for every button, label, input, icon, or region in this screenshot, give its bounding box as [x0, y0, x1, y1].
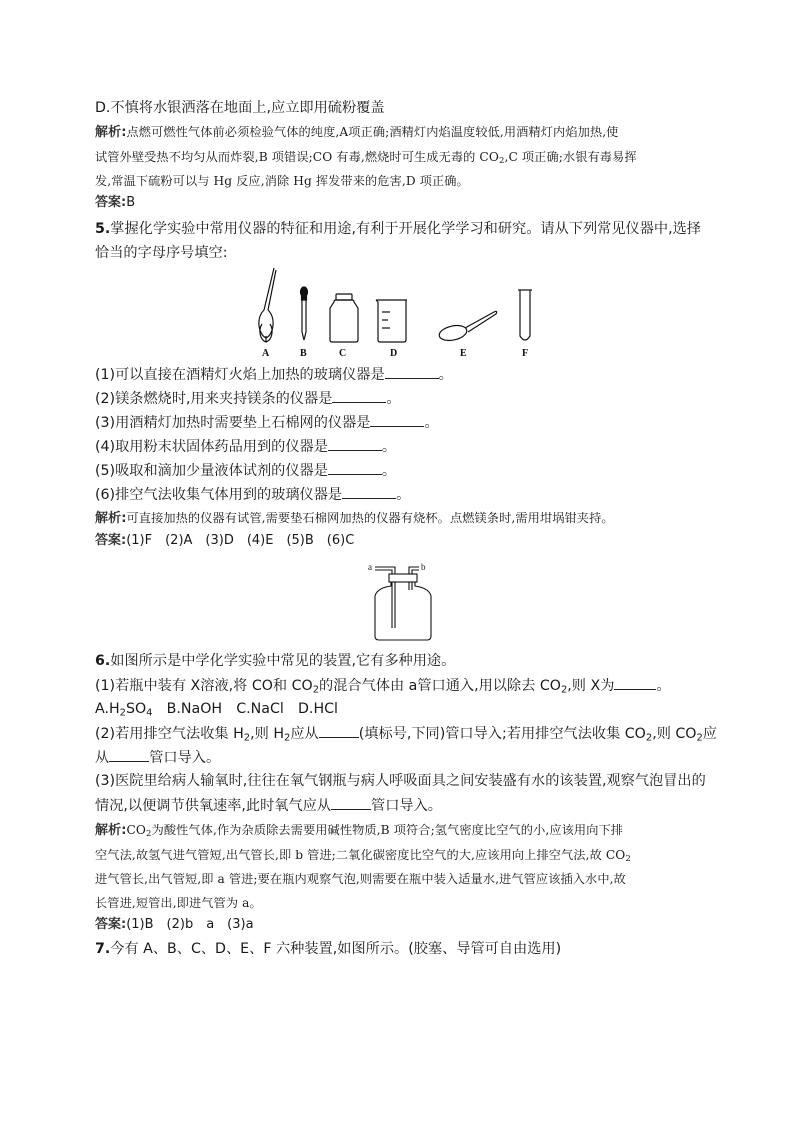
analysis-q6-line1: 解析$:CO_2$为酸性气体,作为杂质除去需要用碱性物质,B 项符合;氢气密度比空气的小,应该用向下排 — [95, 823, 624, 840]
question-6-sub2-cont: 从 管口导入。 — [95, 747, 705, 768]
answer-q5: 答案:(1)F (2)A (3)D (4)E (5)B (6)C — [95, 533, 355, 548]
question-5-line1: 5.掌握化学实验中常用仪器的特征和用途,有利于开展化学学习和研究。请从下列常见仪器中,选择 — [95, 221, 701, 237]
label-e: E — [460, 348, 467, 359]
question-5-sub6: (6)排空气法收集气体用到的玻璃仪器是 。 — [95, 484, 705, 505]
answer-blank[interactable] — [614, 675, 656, 690]
analysis-q6-line4: 长管进,短管出,即进气管为 a。 — [95, 896, 262, 910]
question-6-sub2: (2)若用排空气法收集 $H_2$,则 $H_2$应从 (填标号,下同)管口导入;若用排空气法收集 $CO_2$,则 $CO_2$应 — [95, 723, 705, 744]
answer-blank[interactable] — [328, 460, 382, 475]
question-number: 5. — [95, 221, 111, 237]
analysis-q5: 解析:可直接加热的仪器有试管,需要垫石棉网加热的仪器有烧杯。点燃镁条时,需用坩埚钳夹持。 — [95, 511, 614, 526]
answer-label: 答案: — [95, 195, 127, 210]
answer-label: 答案: — [95, 917, 127, 932]
label-d: D — [390, 348, 398, 359]
tube-label-b: b — [421, 562, 426, 572]
question-number: 7. — [95, 941, 111, 957]
answer-blank[interactable] — [342, 484, 396, 499]
label-b: B — [300, 348, 307, 359]
beaker-icon — [376, 300, 407, 342]
question-6-sub3-cont: 情况,以便调节供氧速率,此时氧气应从 管口导入。 — [95, 795, 705, 816]
question-5-sub3: (3)用酒精灯加热时需要垫上石棉网的仪器是 。 — [95, 412, 705, 433]
spoon-icon — [438, 311, 497, 342]
answer-blank[interactable] — [331, 795, 371, 810]
question-5-line2: 恰当的字母序号填空: — [95, 245, 228, 261]
question-6-sub3: (3)医院里给病人输氧时,往往在氧气钢瓶与病人呼吸面具之间安装盛有水的该装置,观察气泡冒出的 — [95, 773, 706, 789]
analysis-q4-line3: 发,常温下硫粉可以与 Hg 反应,消除 Hg 挥发带来的危害,D 项正确。 — [95, 174, 469, 188]
test-tube-icon — [518, 290, 532, 340]
answer-blank[interactable] — [109, 747, 149, 762]
reagent-bottle-icon — [330, 294, 358, 342]
question-6-options: $A.H_2SO_4$ B.NaOH C.NaCl D.HCl — [95, 701, 338, 719]
question-6-line1: 6.如图所示是中学化学实验中常见的装置,它有多种用途。 — [95, 653, 456, 669]
crucible-tongs-icon — [259, 268, 276, 342]
question-7: 7.今有 A、B、C、D、E、F 六种装置,如图所示。(胶塞、导管可自由选用) — [95, 941, 562, 957]
question-5-sub5: (5)吸取和滴加少量液体试剂的仪器是 。 — [95, 460, 705, 481]
answer-blank[interactable] — [332, 388, 386, 403]
analysis-q6-line2: 空气法,故氢气进气管短,出气管长,即 b 管进;二氧化碳密度比空气的大,应该用向上排空气法,故 $CO_2$ — [95, 848, 631, 865]
analysis-label: 解析: — [95, 823, 127, 838]
label-f: F — [522, 348, 529, 359]
answer-blank[interactable] — [385, 364, 439, 379]
question-5-sub1: (1)可以直接在酒精灯火焰上加热的玻璃仪器是 。 — [95, 364, 705, 385]
answer-blank[interactable] — [319, 723, 359, 738]
analysis-label: 解析: — [95, 125, 127, 140]
analysis-label: 解析: — [95, 511, 127, 526]
option-d: D.不慎将水银洒落在地面上,应立即用硫粉覆盖 — [95, 100, 385, 116]
question-number: 6. — [95, 653, 111, 669]
gas-bottle-figure — [365, 556, 445, 642]
answer-q4: 答案:B — [95, 195, 136, 210]
question-5-sub2: (2)镁条燃烧时,用来夹持镁条的仪器是 。 — [95, 388, 705, 409]
question-5-sub4: (4)取用粉末状固体药品用到的仪器是 。 — [95, 436, 705, 457]
answer-label: 答案: — [95, 533, 127, 548]
lab-apparatus-figure — [250, 262, 550, 362]
analysis-q4-line1: 解析:点燃可燃性气体前必须检验气体的纯度,A项正确;酒精灯内焰温度较低,用酒精灯内焰加热,使 — [95, 125, 619, 140]
tube-label-a: a — [368, 562, 372, 572]
analysis-q6-line3: 进气管长,出气管短,即 a 管进;要在瓶内观察气泡,则需要在瓶中装入适量水,进气管应该插入水中,故 — [95, 872, 626, 886]
label-c: C — [339, 348, 347, 359]
label-a: A — [262, 348, 270, 359]
analysis-q4-line2: 试管外壁受热不均匀从而炸裂,B 项错误;CO 有毒,燃烧时可生成无毒的 $CO_2,C$ 项正确;水银有毒易挥 — [95, 150, 637, 167]
question-6-sub1: (1)若瓶中装有 X溶液,将 CO和 $CO_2$的混合气体由 a管口通入,用以除去 $CO_2$,则 X为 。 — [95, 675, 705, 696]
answer-q6: 答案:(1)B (2)b a (3)a — [95, 917, 254, 932]
answer-blank[interactable] — [328, 436, 382, 451]
dropper-icon — [301, 287, 308, 340]
answer-blank[interactable] — [370, 412, 424, 427]
